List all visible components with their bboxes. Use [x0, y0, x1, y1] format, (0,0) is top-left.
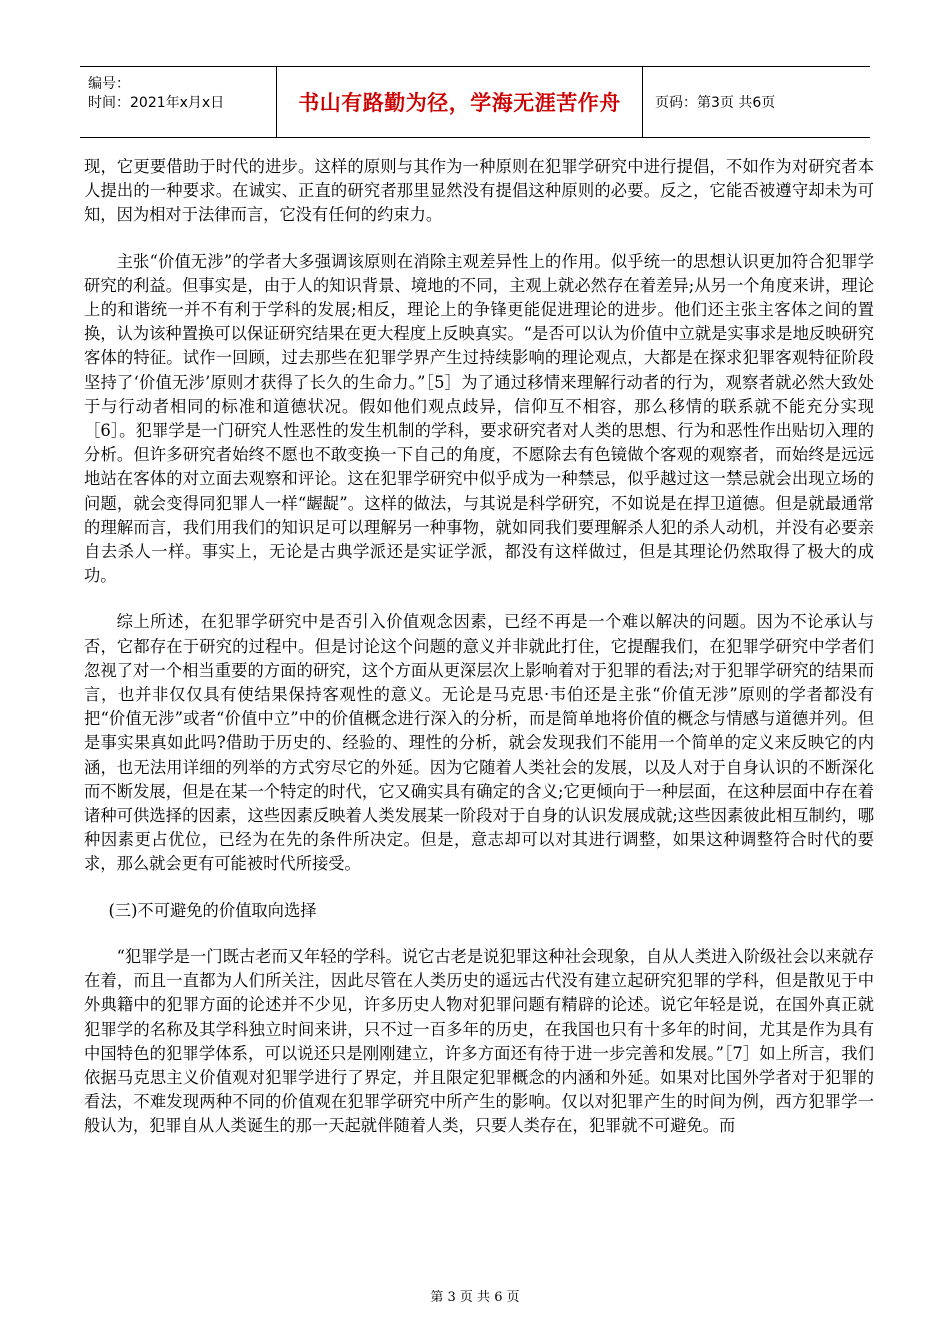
- header-page-info: 页码：第3页 共6页: [655, 95, 776, 111]
- paragraph: “犯罪学是一门既古老而又年轻的学科。说它古老是说犯罪这种社会现象，自从人类进入阶级社会以来就存在着，而且一直都为人们所关注，因此尽管在人类历史的遥远古代没有建立起研究犯罪的学科，但是散见于中外典籍中的犯罪方面的论述并不少见，许多历史人物对犯罪问题有精辟的论述。说它年轻是说，在国外真正就犯罪学的名称及其学科独立时间来讲，只不过一百多年的历史，在我国也只有十多年的时间，尤其是作为具有中国特色的犯罪学体系，可以说还只是刚刚建立，许多方面还有待于进一步完善和发展。”［7］如上所言，我们依据马克思主义价值观对犯罪学进行了界定，并且限定犯罪概念的内涵和外延。如果对比国外学者对于犯罪的看法，不难发现两种不同的价值观在犯罪学研究中所产生的影响。仅以对犯罪产生的时间为例，西方犯罪学一般认为，犯罪自从人类诞生的那一天起就伴随着人类，只要人类存在，犯罪就不可避免。而: [84, 946, 874, 1136]
- page-header: [80, 66, 870, 138]
- header-motto: 书山有路勤为径，学海无涯苦作舟: [276, 67, 643, 137]
- document-body: [84, 155, 874, 1161]
- header-meta: [80, 67, 276, 137]
- section-heading: (三)不可避免的价值取向选择: [108, 900, 317, 920]
- document-date: 时间：2021年x月x日: [88, 95, 225, 111]
- paragraph: 综上所述，在犯罪学研究中是否引入价值观念因素，已经不再是一个难以解决的问题。因为不论承认与否，它都存在于研究的过程中。但是讨论这个问题的意义并非就此打住，它提醒我们，在犯罪学研究中学者们忽视了对一个相当重要的方面的研究，这个方面从更深层次上影响着对于犯罪的看法;对于犯罪学研究的结果而言，也并非仅仅具有使结果保持客观性的意义。无论是马克思·韦伯还是主张“价值无涉”原则的学者都没有把“价值无涉”或者“价值中立”中的价值概念进行深入的分析，而是简单地将价值的概念与情感与道德并列。但是事实果真如此吗?借助于历史的、经验的、理性的分析，就会发现我们不能用一个简单的定义来反映它的内涵，也无法用详细的列举的方式穷尽它的外延。因为它随着人类社会的发展，以及人对于自身认识的不断深化而不断发展，但是在某一个特定的时代，它又确实具有确定的含义;它更倾向于一种层面，在这种层面中存在着诸种可供选择的因素，这些因素反映着人类发展某一阶段对于自身的认识发展成就;这些因素彼此相互制约，哪种因素更占优位，已经为在先的条件所决定。但是，意志却可以对其进行调整，如果这种调整符合时代的要求，那么就会更有可能被时代所接受。: [84, 612, 874, 874]
- page-footer: 第 3 页 共 6 页: [430, 1290, 520, 1305]
- document-number-label: 编号：: [88, 76, 130, 92]
- paragraph: 现，它更要借助于时代的进步。这样的原则与其作为一种原则在犯罪学研究中进行提倡，不如作为对研究者本人提出的一种要求。在诚实、正直的研究者那里显然没有提倡这种原则的必要。反之，它能否被遵守却未为可知，因为相对于法律而言，它没有任何的约束力。: [84, 157, 874, 225]
- paragraph: 主张“价值无涉”的学者大多强调该原则在消除主观差异性上的作用。似乎统一的思想认识更加符合犯罪学研究的利益。但事实是，由于人的知识背景、境地的不同，主观上就必然存在着差异;从另一个角度来讲，理论上的和谐统一并不有利于学科的发展;相反，理论上的争锋更能促进理论的进步。他们还主张主客体之间的置换，认为该种置换可以保证研究结果在更大程度上反映真实。“是否可以认为价值中立就是实事求是地反映研究客体的特征。试作一回顾，过去那些在犯罪学界产生过持续影响的理论观点，大都是在探求犯罪客观特征阶段坚持了‘价值无涉’原则才获得了长久的生命力。”［5］为了通过移情来理解行动者的行为，观察者就必然大致处于与行动者相同的标准和道德状况。假如他们观点歧异，信仰互不相容，那么移情的联系就不能充分实现［6］。犯罪学是一门研究人性恶性的发生机制的学科，要求研究者对人类的思想、行为和恶性作出贴切入理的分析。但许多研究者始终不愿也不敢变换一下自己的角度，不愿除去有色镜做个客观的观察者，而始终是远远地站在客体的对立面去观察和评论。这在犯罪学研究中似乎成为一种禁忌，似乎越过这一禁忌就会出现立场的问题，就会变得同犯罪人一样“龌龊”。这样的做法，与其说是科学研究，不如说是在捍卫道德。但是就最通常的理解而言，我们用我们的知识足可以理解另一种事物，就如同我们要理解杀人犯的杀人动机，并没有必要亲自去杀人一样。事实上，无论是古典学派还是实证学派，都没有这样做过，但是其理论仍然取得了极大的成功。: [84, 251, 874, 586]
